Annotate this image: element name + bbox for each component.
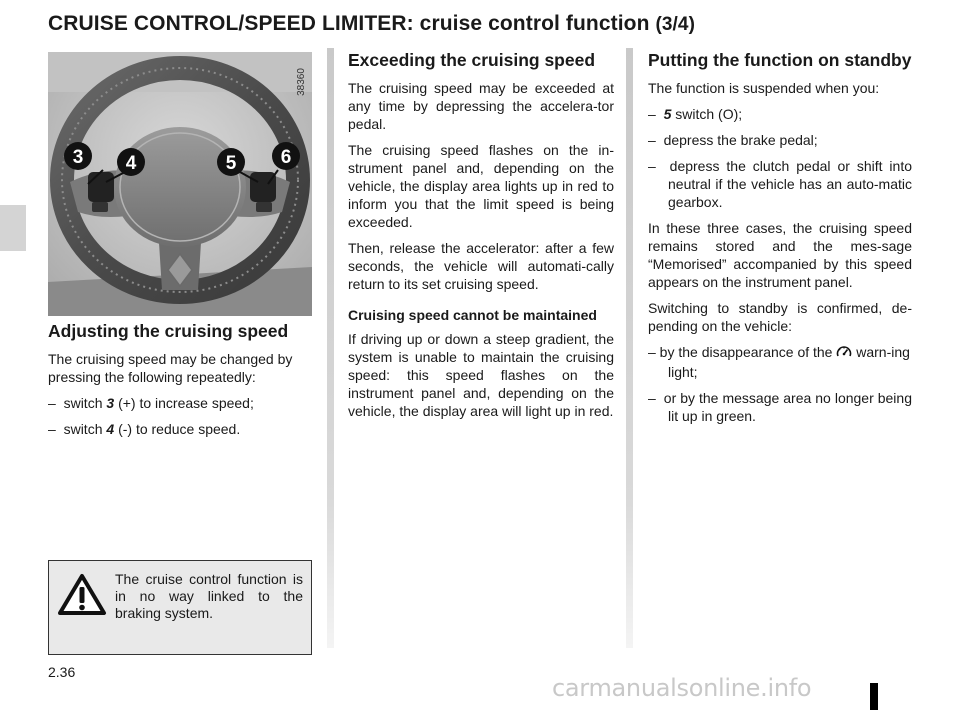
chapter-tab <box>0 205 26 251</box>
callout-5 <box>217 148 245 176</box>
callout-6-label: 6 <box>280 147 292 168</box>
callout-3 <box>64 142 92 170</box>
exceeding-p1: The cruising speed may be exceeded at any time by depressing the accelera-tor pedal. <box>348 80 614 132</box>
adjusting-section <box>48 321 313 446</box>
standby-item-3: – depress the clutch pedal or shift into neutral if the vehicle has an auto-matic gearbox. <box>648 158 912 210</box>
switch-5-key: 5 <box>663 106 672 122</box>
standby-heading: Putting the function on standby <box>648 50 912 70</box>
exceeding-p4: If driving up or down a steep gradient, the system is unable to maintain the cruising speed: this speed flashes on the instrument panel and, depending on the vehicle, the display area will light up in red. <box>348 331 614 419</box>
title-main: CRUISE CONTROL/SPEED LIMITER: cruise control function <box>48 12 650 35</box>
figure-code: 38360 <box>296 68 307 96</box>
page-title <box>48 12 695 36</box>
callout-4 <box>117 148 145 176</box>
standby-intro: The function is suspended when you: <box>648 80 880 96</box>
warning-text: The cruise control function is in no way linked to the braking system. <box>115 571 303 621</box>
column-divider <box>626 48 633 648</box>
exceeding-section <box>348 50 614 428</box>
page-corner-mark <box>870 683 878 710</box>
standby-item-1: – 5 switch (O); <box>648 106 743 122</box>
cannot-maintain-subheading: Cruising speed cannot be maintained <box>348 307 597 323</box>
standby-p1: In these three cases, the cruising speed remains stored and the mes-sage “Memorised” accompanied by this speed appears on the instrument panel. <box>648 220 912 290</box>
column-divider <box>327 48 334 648</box>
title-part: (3/4) <box>655 14 696 35</box>
callout-5-label: 5 <box>225 153 237 174</box>
standby-section <box>648 50 912 433</box>
switch-3-key: 3 <box>106 395 115 411</box>
standby-item-2: – depress the brake pedal; <box>648 132 818 148</box>
airbag-hub <box>114 127 246 247</box>
adjusting-heading: Adjusting the cruising speed <box>48 321 289 341</box>
standby-p2: Switching to standby is confirmed, de-pending on the vehicle: <box>648 300 912 334</box>
callout-4-label: 4 <box>125 153 137 174</box>
exceeding-p2: The cruising speed flashes on the in-strument panel and, depending on the vehicle, the display area lights up in red to inform you that the limit speed is being exceeded. <box>348 142 614 230</box>
switch-block-left <box>88 172 114 202</box>
exceeding-heading: Exceeding the cruising speed <box>348 50 596 70</box>
standby-item-5: – or by the message area no longer being lit up in green. <box>648 390 912 424</box>
watermark: carmanualsonline.info <box>552 674 812 702</box>
steering-wheel-figure <box>48 52 312 316</box>
speedometer-icon <box>836 345 852 363</box>
callout-3-label: 3 <box>72 147 84 168</box>
warning-triangle-icon <box>57 573 107 622</box>
adjusting-intro: The cruising speed may be changed by pressing the following repeatedly: <box>48 351 293 385</box>
exceeding-p3: Then, release the accelerator: after a few seconds, the vehicle will automati-cally return to its set cruising speed. <box>348 240 614 292</box>
adjusting-item-2: – switch 4 (-) to reduce speed. <box>48 421 241 437</box>
switch-block-right <box>250 172 276 202</box>
standby-item-4: – by the disappearance of the warn-ing light; <box>648 344 910 380</box>
page-number: 2.36 <box>48 664 76 680</box>
warning-box <box>48 560 312 655</box>
adjusting-item-1: – switch 3 (+) to increase speed; <box>48 395 254 411</box>
callout-6 <box>272 142 300 170</box>
switch-4-key: 4 <box>106 421 115 437</box>
